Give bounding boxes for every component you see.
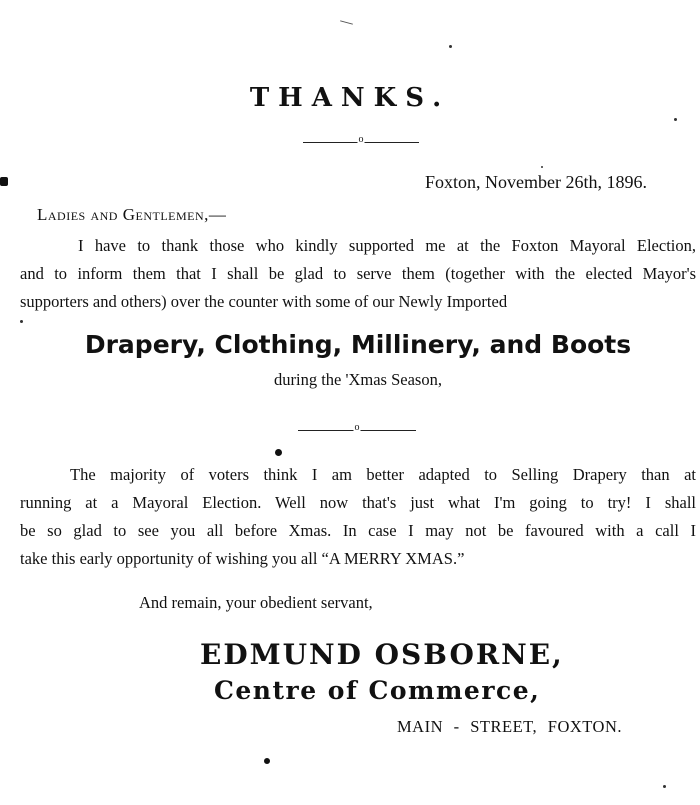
margin-mark: [0, 177, 8, 186]
ornamental-divider: [298, 422, 416, 433]
bullet-dot: [275, 449, 282, 456]
business-address: MAIN - STREET, FOXTON.: [397, 717, 623, 736]
merry-xmas-paragraph: [20, 461, 696, 573]
ink-speck: [449, 45, 452, 48]
signature-name: EDMUND OSBORNE,: [200, 638, 564, 671]
thanks-paragraph: [20, 232, 696, 316]
paragraph-line: be so glad to see you all before Xmas. In case I may not be favoured with a call I: [20, 521, 696, 540]
ink-stroke: [340, 20, 353, 24]
season-line: during the 'Xmas Season,: [274, 370, 442, 389]
divider-ornament: o: [354, 422, 360, 433]
ink-speck: [674, 118, 677, 121]
salutation: [37, 205, 226, 225]
notice-title: THANKS.: [249, 83, 451, 113]
paragraph-line: supporters and others) over the counter with some of our Newly Imported: [20, 292, 508, 311]
ink-speck: [20, 320, 23, 323]
business-name: Centre of Commerce,: [214, 676, 541, 705]
goods-headline: Drapery, Clothing, Millinery, and Boots: [84, 330, 632, 359]
salutation-text: Ladies and Gentlemen,—: [37, 205, 227, 224]
bullet-dot: [264, 758, 270, 764]
paragraph-line: running at a Mayoral Election. Well now that's just what I'm going to try! I shall: [20, 493, 696, 512]
dateline: Foxton, November 26th, 1896.: [425, 172, 647, 192]
paragraph-line: I have to thank those who kindly supported me at the Foxton Mayoral Election,: [78, 236, 696, 255]
divider-ornament: o: [358, 134, 364, 145]
paragraph-line: and to inform them that I shall be glad to serve them (together with the elected Mayor's: [20, 264, 696, 283]
paragraph-line: take this early opportunity of wishing you all “A MERRY XMAS.”: [20, 549, 465, 568]
ornamental-divider: [303, 134, 419, 145]
closing-line: And remain, your obedient servant,: [139, 593, 373, 612]
paragraph-line: The majority of voters think I am better adapted to Selling Drapery than at: [70, 465, 696, 484]
ink-speck: [541, 166, 543, 168]
ink-speck: [663, 785, 666, 788]
